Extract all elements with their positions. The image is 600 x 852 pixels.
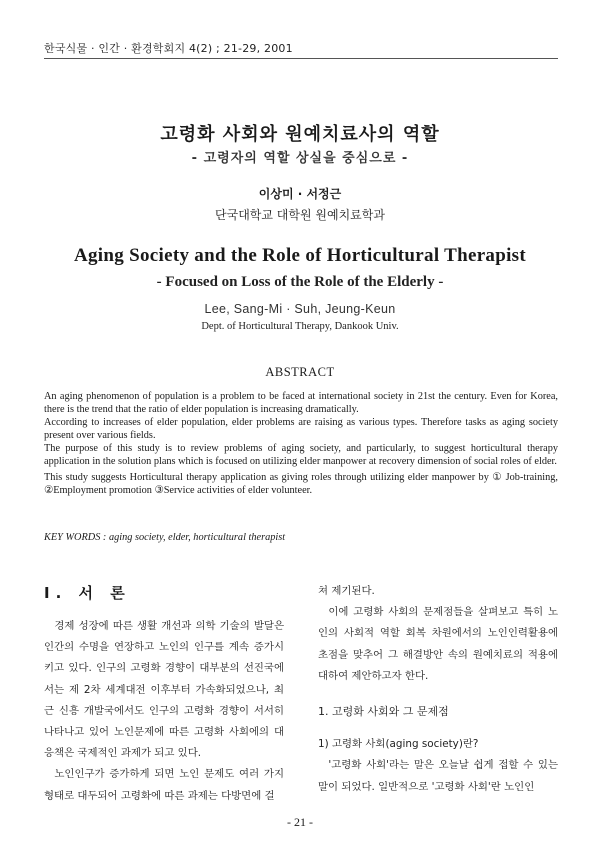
subsection-heading: 1. 고령화 사회와 그 문제점 bbox=[318, 705, 449, 719]
body-paragraph: 이에 고령화 사회의 문제점들을 살펴보고 특히 노인의 사회적 역할 회복 차원에서의 노인인력활용에 초점을 맞추어 그 해결방안 속의 원예치료의 적용에 대하여 제안하고자 한다. bbox=[318, 606, 558, 682]
section-heading: Ⅰ. 서 론 bbox=[44, 584, 131, 602]
english-authors: Lee, Sang-Mi · Suh, Jeung-Keun bbox=[204, 302, 396, 316]
keywords-label: KEY WORDS bbox=[44, 532, 101, 543]
english-title: Aging Society and the Role of Horticultural Therapist bbox=[73, 245, 526, 266]
journal-citation: 한국식물 · 인간 · 환경학회지 4(2) ; 21-29, 2001 bbox=[44, 42, 293, 55]
abstract-heading: ABSTRACT bbox=[265, 365, 335, 379]
abstract-paragraph: An aging phenomenon of population is a problem to be faced at international society in 21st the century. Even for Korea, there is the trend that the ratio of elder population is increasing dramatically. bbox=[44, 391, 558, 415]
abstract-body bbox=[44, 390, 558, 497]
left-column bbox=[44, 616, 284, 807]
english-affiliation: Dept. of Horticultural Therapy, Dankook Univ. bbox=[201, 321, 399, 332]
subsubsection-heading: 1) 고령화 사회(aging society)란? bbox=[318, 738, 479, 751]
body-paragraph: '고령화 사회'라는 말은 오늘날 쉽게 접할 수 있는 말이 되었다. 일반적으로 '고령화 사회'란 노인인 bbox=[318, 759, 558, 793]
right-column bbox=[318, 581, 558, 798]
korean-affiliation: 단국대학교 대학원 원예치료학과 bbox=[215, 208, 385, 222]
abstract-paragraph: According to increases of elder population, elder problems are raising as various types. Therefore tasks as aging society present over various fields. bbox=[44, 417, 558, 441]
body-paragraph: 노인인구가 증가하게 되면 노인 문제도 여러 가지 형태로 대두되어 고령화에 따른 과제는 다방면에 걸 bbox=[44, 768, 284, 802]
body-paragraph: 경제 성장에 따른 생활 개선과 의학 기술의 발달은 인간의 수명을 연장하고 노인의 인구를 계속 증가시키고 있다. 인구의 고령화 경향이 대부분의 선진국에서는 제 2차 세계대전 이후부터 가속화되었으나, 최근 신흥 개발국에서도 인구의 고령화 경향이 서서히 나타나고 있어 노인문제에 따른 고령화 사회에의 대응책은 국제적인 과제가 되고 있다. bbox=[44, 620, 284, 760]
keywords-line bbox=[44, 532, 558, 543]
english-subtitle: - Focused on Loss of the Role of the Elderly - bbox=[156, 274, 444, 290]
keywords-separator: : bbox=[100, 532, 109, 543]
abstract-paragraph: The purpose of this study is to review problems of aging society, and particularly, to suggest horticultural therapy application in the solution plans which is focused on utilizing elder manpower at recovery dimension of social roles of elder. bbox=[44, 443, 558, 467]
korean-authors: 이상미 · 서정근 bbox=[258, 187, 342, 201]
korean-title: 고령화 사회와 원예치료사의 역할 bbox=[160, 124, 440, 145]
abstract-paragraph: This study suggests Horticultural therapy application as giving roles through utilizing elder manpower by ① Job-training, ②Employment promotion ③Service activities of elder volunteer. bbox=[44, 472, 558, 496]
header-divider bbox=[44, 58, 558, 59]
page-number: - 21 - bbox=[287, 815, 313, 829]
body-paragraph-continued: 쳐 제기된다. bbox=[318, 585, 375, 597]
korean-subtitle: - 고령자의 역할 상실을 중심으로 - bbox=[191, 151, 409, 166]
keywords-list: aging society, elder, horticultural therapist bbox=[108, 532, 286, 543]
